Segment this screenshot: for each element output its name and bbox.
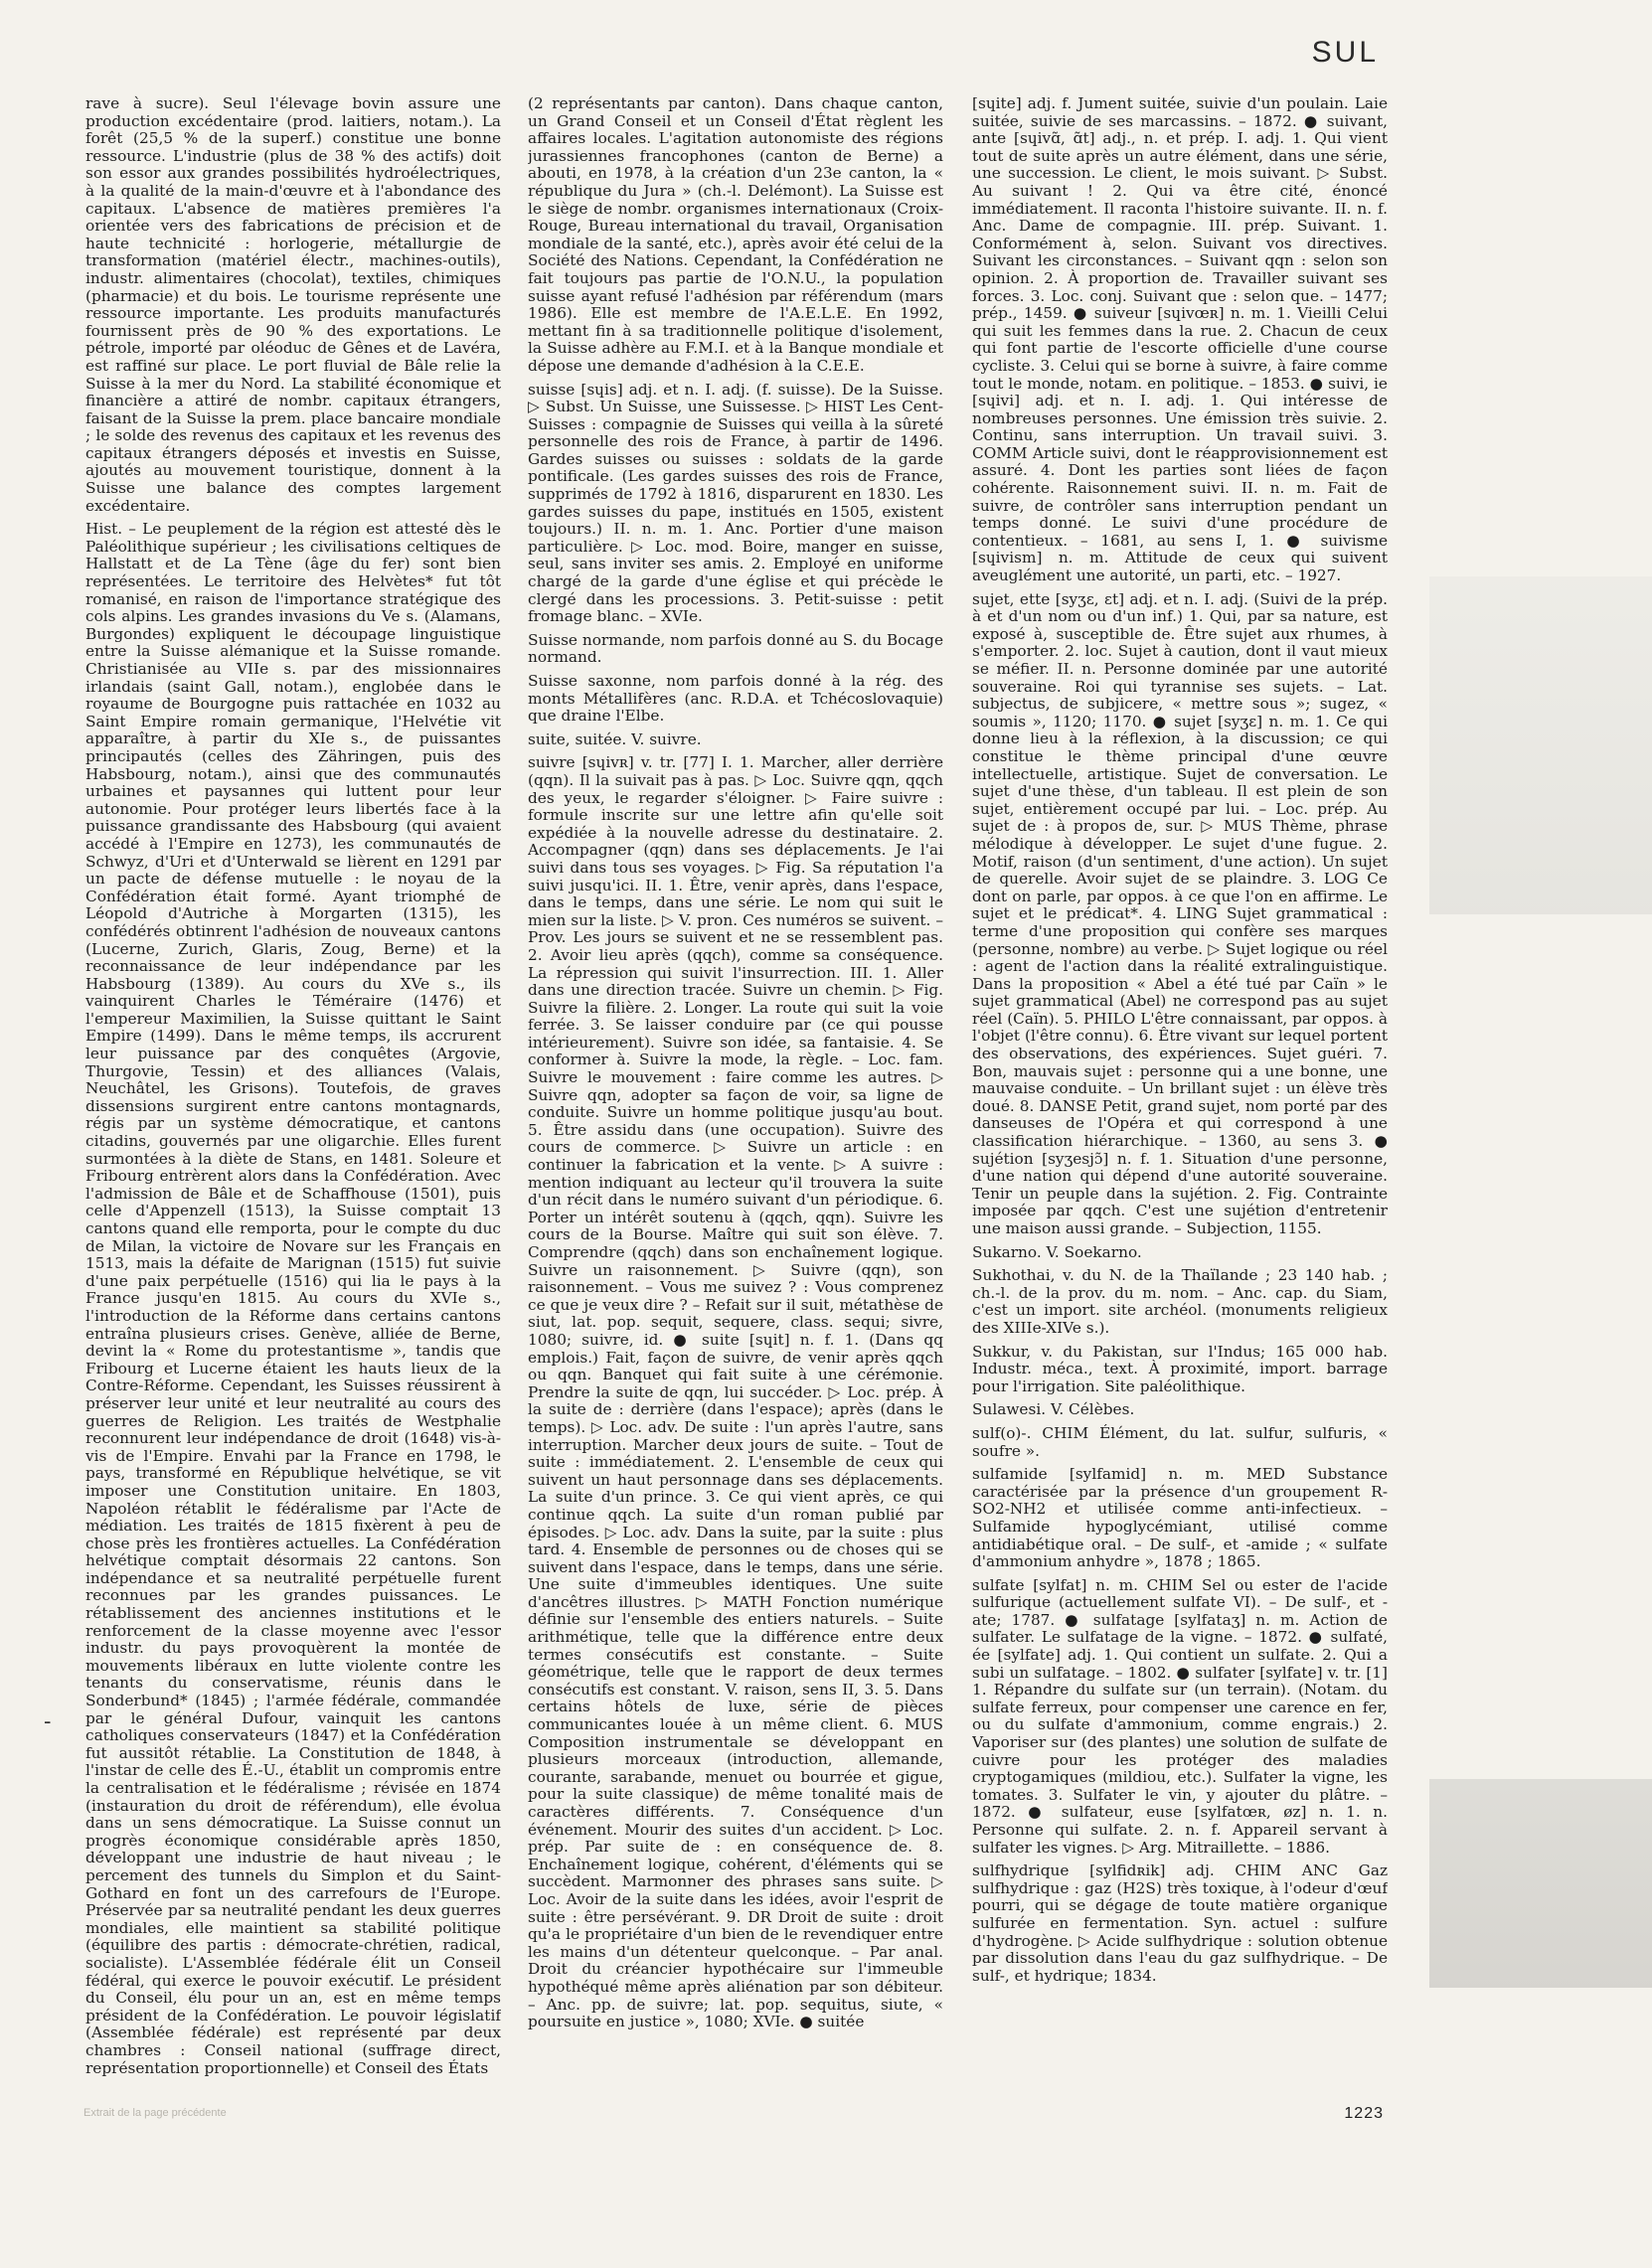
entry-paragraph: suisse [sɥis] adj. et n. I. adj. (f. suisse). De la Suisse. ▷ Subst. Un Suisse, une Suissesse. ▷ HIST Les Cent-Suisses : compagnie de Suisses qui veilla à la sûreté personnelle des rois de France, à partir de 1496. Gardes suisses ou suisses : soldats de la garde pontificale. (Les gardes suisses des rois de France, supprimés de 1792 à 1816, disparurent en 1830. Les gardes suisses du pape, institués en 1505, existent toujours.) II. n. m. 1. Anc. Portier d'une maison particulière. ▷ Loc. mod. Boire, manger en suisse, seul, sans inviter ses amis. 2. Employé en uniforme chargé de la garde d'une église et qui précède le clergé dans les processions. 3. Petit-suisse : petit fromage blanc. – XVIe. — [528, 380, 943, 626]
guide-word: SUL — [1311, 36, 1379, 69]
entry-paragraph: [sɥite] adj. f. Jument suitée, suivie d'un poulain. Laie suitée, suivie de ses marcassins. – 1872. ● suivant, ante [sɥivɑ̃, ɑ̃t] adj., n. et prép. I. adj. 1. Qui vient tout de suite après un autre élément, dans une série, une succession. Le client, le mois suivant. ▷ Subst. Au suivant ! 2. Qui va être cité, énoncé immédiatement. Il raconta l'histoire suivante. II. n. f. Anc. Dame de compagnie. III. prép. Suivant. 1. Conformément à, selon. Suivant vos directives. Suivant les circonstances. – Suivant qqn : selon son opinion. 2. À proportion de. Travailler suivant ses forces. 3. Loc. conj. Suivant que : selon que. – 1477; prép., 1459. ● suiveur [sɥivœʀ] n. m. 1. Vieilli Celui qui suit les femmes dans la rue. 2. Chacun de ceux qui font partie de l'escorte officielle d'une course cycliste. 3. Celui qui se borne à suivre, à faire comme tout le monde, notam. en politique. – 1853. ● suivi, ie [sɥivi] adj. et n. I. adj. 1. Qui intéresse de nombreuses personnes. Une émission très suivie. 2. Continu, sans interruption. Un travail suivi. 3. COMM Article suivi, dont le réapprovisionnement est assuré. 4. Dont les parties sont liées de façon cohérente. Raisonnement suivi. II. n. m. Fait de suivre, de contrôler sans interruption pendant un temps donné. Le suivi d'une procédure de contentieux. – 1681, au sens I, 1. ● suivisme [sɥivism] n. m. Attitude de ceux qui suivent aveuglément une autorité, un parti, etc. – 1927. — [972, 95, 1388, 585]
page-number: 1223 — [1344, 2105, 1384, 2122]
entry-paragraph: Suisse saxonne, nom parfois donné à la rég. des monts Métallifères (anc. R.D.A. et Tchécoslovaquie) que draine l'Elbe. — [528, 672, 943, 726]
entry-paragraph: suivre [sɥivʀ] v. tr. [77] I. 1. Marcher, aller derrière (qqn). Il la suivait pas à pas. ▷ Loc. Suivre qqn, qqch des yeux, le regarder s'éloigner. ▷ Faire suivre : formule inscrite sur une lettre afin qu'elle soit expédiée à la nouvelle adresse du destinataire. 2. Accompagner (qqn) dans ses déplacements. Je l'ai suivi dans tous ses voyages. ▷ Fig. Sa réputation l'a suivi jusqu'ici. II. 1. Être, venir après, dans l'espace, dans le temps, dans une série. Le nom qui suit le mien sur la liste. ▷ V. pron. Ces numéros se suivent. – Prov. Les jours se suivent et ne se ressemblent pas. 2. Avoir lieu après (qqch), comme sa conséquence. La répression qui suivit l'insurrection. III. 1. Aller dans une direction tracée. Suivre un chemin. ▷ Fig. Suivre la filière. 2. Longer. La route qui suit la voie ferrée. 3. Se laisser conduire par (ce qui pousse intérieurement). Suivre son idée, sa fantaisie. 4. Se conformer à. Suivre la mode, la règle. – Loc. fam. Suivre le mouvement : faire comme les autres. ▷ Suivre qqn, adopter sa façon de voir, sa ligne de conduite. Suivre un homme politique jusqu'au bout. 5. Être assidu dans (une occupation). Suivre des cours de commerce. ▷ Suivre un article : en continuer la fabrication et la vente. ▷ A suivre : mention indiquant au lecteur qu'il trouvera la suite d'un récit dans le numéro suivant d'un périodique. 6. Porter un intérêt soutenu à (qqch, qqn). Suivre les cours de la Bourse. Maître qui suit son élève. 7. Comprendre (qqch) dans son enchaînement logique. Suivre un raisonnement. ▷ Suivre (qqn), son raisonnement. – Vous me suivez ? : Vous comprenez ce que je veux dire ? – Refait sur il suit, métathèse de siut, lat. pop. sequit, sequere, class. sequi; sivre, 1080; suivre, id. ● suite [sɥit] n. f. 1. (Dans qq emplois.) Fait, façon de suivre, de venir après qqch ou qqn. Banquet qui fait suite à une cérémonie. Prendre la suite de qqn, lui succéder. ▷ Loc. prép. À la suite de : derrière (dans l'espace); après (dans le temps). ▷ Loc. adv. De suite : l'un après l'autre, sans interruption. Marcher deux jours de suite. – Tout de suite : immédiatement. 2. L'ensemble de ceux qui suivent un haut personnage dans ses déplacements. La suite d'un prince. 3. Ce qui vient après, ce qui continue qqch. La suite d'un roman publié par épisodes. ▷ Loc. adv. Dans la suite, par la suite : plus tard. 4. Ensemble de personnes ou de choses qui se suivent dans l'espace, dans le temps, dans une série. Une suite d'immeubles identiques. Une suite d'ancêtres illustres. ▷ MATH Fonction numérique définie sur l'ensemble des entiers naturels. – Suite arithmétique, telle que la différence entre deux termes consécutifs est constante. – Suite géométrique, telle que le rapport de deux termes consécutifs est constant. V. raison, sens II, 3. 5. Dans certains hôtels de luxe, série de pièces communicantes louée à un même client. 6. MUS Composition instrumentale se développant en plusieurs morceaux (introduction, allemande, courante, sarabande, menuet ou bourrée et gigue, pour la suite classique) de même tonalité mais de caractères différents. 7. Conséquence d'un événement. Mourir des suites d'un accident. ▷ Loc. prép. Par suite de : en conséquence de. 8. Enchaînement logique, cohérent, d'éléments qui se succèdent. Marmonner des phrases sans suite. ▷ Loc. Avoir de la suite dans les idées, avoir l'esprit de suite : être persévérant. 9. DR Droit de suite : droit qu'a le propriétaire d'un bien de le revendiquer entre les mains d'un détenteur quelconque. – Par anal. Droit du créancier hypothécaire sur l'immeuble hypothéqué même après aliénation par son débiteur. – Anc. pp. de suivre; lat. pop. sequitus, siute, « poursuite en justice », 1080; XVIe. ● suitée — [528, 753, 943, 2031]
bleed-through-image-lower — [1429, 1779, 1652, 1988]
bleed-through-text: Extrait de la page précédente — [83, 2107, 227, 2119]
entry-paragraph: sujet, ette [syʒɛ, ɛt] adj. et n. I. adj. (Suivi de la prép. à et d'un nom ou d'un inf.) 1. Qui, par sa nature, est exposé à, susceptible de. Être sujet aux rhumes, à s'emporter. 2. loc. Sujet à caution, dont il vaut mieux se méfier. II. n. Personne dominée par une autorité souveraine. Roi qui tyrannise ses sujets. – Lat. subjectus, de subjicere, « mettre sous »; sugez, « soumis », 1120; 1170. ● sujet [syʒɛ] n. m. 1. Ce qui donne lieu à la réflexion, à la discussion; ce qui constitue le thème principal d'une œuvre intellectuelle, artistique. Sujet de conversation. Le sujet d'une thèse, d'un tableau. Il est plein de son sujet, entièrement occupé par lui. – Loc. prép. Au sujet de : à propos de, sur. ▷ MUS Thème, phrase mélodique à développer. Le sujet d'une fugue. 2. Motif, raison (d'un sentiment, d'une action). Un sujet de querelle. Avoir sujet de se plaindre. 3. LOG Ce dont on parle, par oppos. à ce que l'on en affirme. Le sujet et le prédicat*. 4. LING Sujet grammatical : terme d'une proposition qui confère ses marques (personne, nombre) au verbe. ▷ Sujet logique ou réel : agent de l'action dans la réalité extralinguistique. Dans la proposition « Abel a été tué par Caïn » le sujet grammatical (Abel) ne correspond pas au sujet réel (Caïn). 5. PHILO L'être connaissant, par oppos. à l'objet (l'être connu). 6. Être vivant sur lequel portent des observations, des expériences. Sujet guéri. 7. Bon, mauvais sujet : personne qui a une bonne, une mauvaise conduite. – Un brillant sujet : un élève très doué. 8. DANSE Petit, grand sujet, nom porté par des danseuses de l'Opéra et qui correspond à une classification hiérarchique. – 1360, au sens 3. ● sujétion [syʒesjɔ̃] n. f. 1. Situation d'une personne, d'une nation qui dépend d'une autorité souveraine. Tenir un peuple dans la sujétion. 2. Fig. Contrainte imposée par qqch. C'est une sujétion d'entretenir une maison aussi grande. – Subjection, 1155. — [972, 589, 1388, 1237]
entry-paragraph: sulfhydrique [sylfidʀik] adj. CHIM ANC Gaz sulfhydrique : gaz (H2S) très toxique, à l'odeur d'œuf pourri, qui se dégage de toute matière organique sulfurée en fermentation. Syn. actuel : sulfure d'hydrogène. ▷ Acide sulfhydrique : solution obtenue par dissolution dans l'eau du gaz sulfhydrique. – De sulf-, et hydrique; 1834. — [972, 1862, 1388, 1985]
entry-paragraph: Sukarno. V. Soekarno. — [972, 1242, 1142, 1261]
entry-paragraph: suite, suitée. V. suivre. — [528, 729, 702, 748]
entry-paragraph: rave à sucre). Seul l'élevage bovin assure une production excédentaire (prod. laitiers, notam.). La forêt (25,5 % de la superf.) constitue une bonne ressource. L'industrie (plus de 38 % des actifs) doit son essor aux grandes possibilités hydroélectriques, à la qualité de la main-d'œuvre et à l'abondance des capitaux. L'absence de matières premières l'a orientée vers des fabrications de précision et de haute technicité : horlogerie, métallurgie de transformation (matériel électr., machines-outils), industr. alimentaires (chocolat), textiles, chimiques (pharmacie) et du bois. Le tourisme représente une ressource importante. Les produits manufacturés fournissent près de 90 % des exportations. Le pétrole, importé par oléoduc de Gênes et de Lavéra, est raffiné sur place. Le port fluvial de Bâle relie la Suisse à la mer du Nord. La stabilité économique et financière a attiré de nombr. capitaux étrangers, faisant de la Suisse la prem. place bancaire mondiale ; le solde des revenus des capitaux et les revenus des capitaux étrangers déposés et investis en Suisse, ajoutés au mouvement touristique, donnent à la Suisse une balance des comptes largement excédentaire. — [85, 95, 501, 515]
bleed-through-image — [1429, 576, 1652, 914]
column-left — [85, 95, 501, 2083]
entry-paragraph: sulf(o)-. CHIM Élément, du lat. sulfur, sulfuris, « soufre ». — [972, 1423, 1388, 1460]
margin-mark: - — [44, 1709, 52, 1734]
entry-paragraph: Suisse normande, nom parfois donné au S. du Bocage normand. — [528, 630, 943, 667]
entry-paragraph: Sukhothai, v. du N. de la Thaïlande ; 23 140 hab. ; ch.-l. de la prov. du m. nom. – Anc. cap. du Siam, c'est un import. site archéol. (monuments religieux des XIIIe-XIVe s.). — [972, 1266, 1388, 1337]
entry-paragraph: Sukkur, v. du Pakistan, sur l'Indus; 165 000 hab. Industr. méca., text. À proximité, import. barrage pour l'irrigation. Site paléolithique. — [972, 1342, 1388, 1395]
column-middle — [528, 95, 943, 2083]
entry-paragraph: sulfate [sylfat] n. m. CHIM Sel ou ester de l'acide sulfurique (actuellement sulfate VI). – De sulf-, et -ate; 1787. ● sulfatage [sylfataʒ] n. m. Action de sulfater. Le sulfatage de la vigne. – 1872. ● sulfaté, ée [sylfate] adj. 1. Qui contient un sulfate. 2. Qui a subi un sulfatage. – 1802. ● sulfater [sylfate] v. tr. [1] 1. Répandre du sulfate sur (un terrain). (Notam. du sulfate ferreux, pour compenser une carence en fer, ou du sulfate d'ammonium, comme engrais.) 2. Vaporiser sur (des plantes) une solution de sulfate de cuivre pour les protéger des maladies cryptogamiques (mildiou, etc.). Sulfater la vigne, les tomates. 3. Sulfater le vin, y ajouter du plâtre. – 1872. ● sulfateur, euse [sylfatœʀ, øz] n. 1. n. Personne qui sulfate. 2. n. f. Appareil servant à sulfater les vignes. ▷ Arg. Mitraillette. – 1886. — [972, 1575, 1388, 1857]
entry-paragraph: Hist. – Le peuplement de la région est attesté dès le Paléolithique supérieur ; les civilisations celtiques de Hallstatt et de La Tène (âge du fer) sont bien représentées. Le territoire des Helvètes* fut tôt romanisé, en raison de l'importance stratégique des cols alpins. Les grandes invasions du Ve s. (Alamans, Burgondes) expliquent le découpage linguistique entre la Suisse alémanique et la Suisse romande. Christianisée au VIIe s. par des missionnaires irlandais (saint Gall, notam.), englobée dans le royaume de Bourgogne puis rattachée en 1032 au Saint Empire romain germanique, l'Helvétie vit apparaître, à partir du XIe s., de puissantes principautés (celles des Zähringen, puis des Habsbourg, notam.), ainsi que des communautés urbaines et paysannes qui luttent pour leur autonomie. Pour protéger leurs libertés face à la puissance grandissante des Habsbourg (qui avaient accédé à l'Empire en 1273), les communautés de Schwyz, d'Uri et d'Unterwald se lièrent en 1291 par un pacte de défense mutuelle : le noyau de la Confédération était formé. Ayant triomphé de Léopold d'Autriche à Morgarten (1315), les confédérés obtinrent l'adhésion de nouveaux cantons (Lucerne, Zurich, Glaris, Zoug, Berne) et la reconnaissance de leur indépendance par les Habsbourg (1389). Au cours du XVe s., ils vainquirent Charles le Téméraire (1476) et l'empereur Maximilien, la Suisse quittant le Saint Empire (1499). Dans le même temps, ils accrurent leur puissance par des conquêtes (Argovie, Thurgovie, Tessin) et des alliances (Valais, Neuchâtel, les Grisons). Toutefois, de graves dissensions surgirent entre cantons montagnards, régis par un système démocratique, et cantons citadins, gouvernés par une oligarchie. Elles furent surmontées à la diète de Stans, en 1481. Soleure et Fribourg entrèrent alors dans la Confédération. Avec l'admission de Bâle et de Schaffhouse (1501), puis celle d'Appenzell (1513), la Suisse comptait 13 cantons quand elle remporta, pour le compte du duc de Milan, la victoire de Novare sur les Français en 1513, mais la défaite de Marignan (1515) fut suivie d'une paix perpétuelle (1516) qui lia le pays à la France jusqu'en 1815. Au cours du XVIe s., l'introduction de la Réforme dans certains cantons entraîna plusieurs crises. Genève, alliée de Berne, devint la « Rome du protestantisme », tandis que Fribourg et Lucerne étaient les hauts lieux de la Contre-Réforme. Cependant, les Suisses réussirent à préserver leur unité et leur neutralité au cours des guerres de Religion. Les traités de Westphalie reconnurent leur indépendance de droit (1648) vis-à-vis de l'Empire. Envahi par la France en 1798, le pays, transformé en République helvétique, se vit imposer une Constitution unitaire. En 1803, Napoléon rétablit le fédéralisme par l'Acte de médiation. Les traités de 1815 fixèrent à peu de chose près les frontières actuelles. La Confédération helvétique comptait désormais 22 cantons. Son indépendance et sa neutralité perpétuelle furent reconnues par les grandes puissances. Le rétablissement des anciennes institutions et le renforcement de la classe moyenne avec l'essor industr. du pays provoquèrent la montée de mouvements libéraux en lutte violente contre les tenants du conservatisme, réunis dans le Sonderbund* (1845) ; l'armée fédérale, commandée par le général Dufour, vainquit les cantons catholiques conservateurs (1847) et la Confédération fut aussitôt rétablie. La Constitution de 1848, à l'instar de celle des É.-U., établit un compromis entre la centralisation et le fédéralisme ; révisée en 1874 (instauration du droit de référendum), elle évolua dans un sens démocratique. La Suisse connut un progrès économique considérable après 1850, développant une industrie de haut niveau ; le percement des tunnels du Simplon et du Saint-Gothard en font un des carrefours de l'Europe. Préservée par sa neutralité pendant les deux guerres mondiales, elle maintient sa stabilité politique (équilibre des partis : démocrate-chrétien, radical, socialiste). L'Assemblée fédérale élit un Conseil fédéral, qui exerce le pouvoir exécutif. Le président du Conseil, élu pour un an, est en même temps président de la Confédération. Le pouvoir législatif (Assemblée fédérale) est représenté par deux chambres : Conseil national (suffrage direct, représentation proportionnelle) et Conseil des États — [85, 520, 501, 2077]
entry-paragraph: Sulawesi. V. Célèbes. — [972, 1400, 1135, 1419]
column-right — [972, 95, 1388, 2083]
entry-paragraph: sulfamide [sylfamid] n. m. MED Substance caractérisée par la présence d'un groupement R-SO2-NH2 et utilisée comme anti-infectieux. – Sulfamide hypoglycémiant, utilisé comme antidiabétique oral. – De sulf-, et -amide ; « sulfate d'ammonium anhydre », 1878 ; 1865. — [972, 1465, 1388, 1571]
entry-paragraph: (2 représentants par canton). Dans chaque canton, un Grand Conseil et un Conseil d'État règlent les affaires locales. L'agitation autonomiste des régions jurassiennes francophones (canton de Berne) a abouti, en 1978, à la création d'un 23e canton, la « république du Jura » (ch.-l. Delémont). La Suisse est le siège de nombr. organismes internationaux (Croix-Rouge, Bureau international du travail, Organisation mondiale de la santé, etc.), après avoir été celui de la Société des Nations. Cependant, la Confédération ne fait toujours pas partie de l'O.N.U., la population suisse ayant refusé l'adhésion par référendum (mars 1986). Elle est membre de l'A.E.L.E. En 1992, mettant fin à sa traditionnelle politique d'isolement, la Suisse adhère au F.M.I. et à la Banque mondiale et dépose une demande d'adhésion à la C.E.E. — [528, 95, 943, 375]
